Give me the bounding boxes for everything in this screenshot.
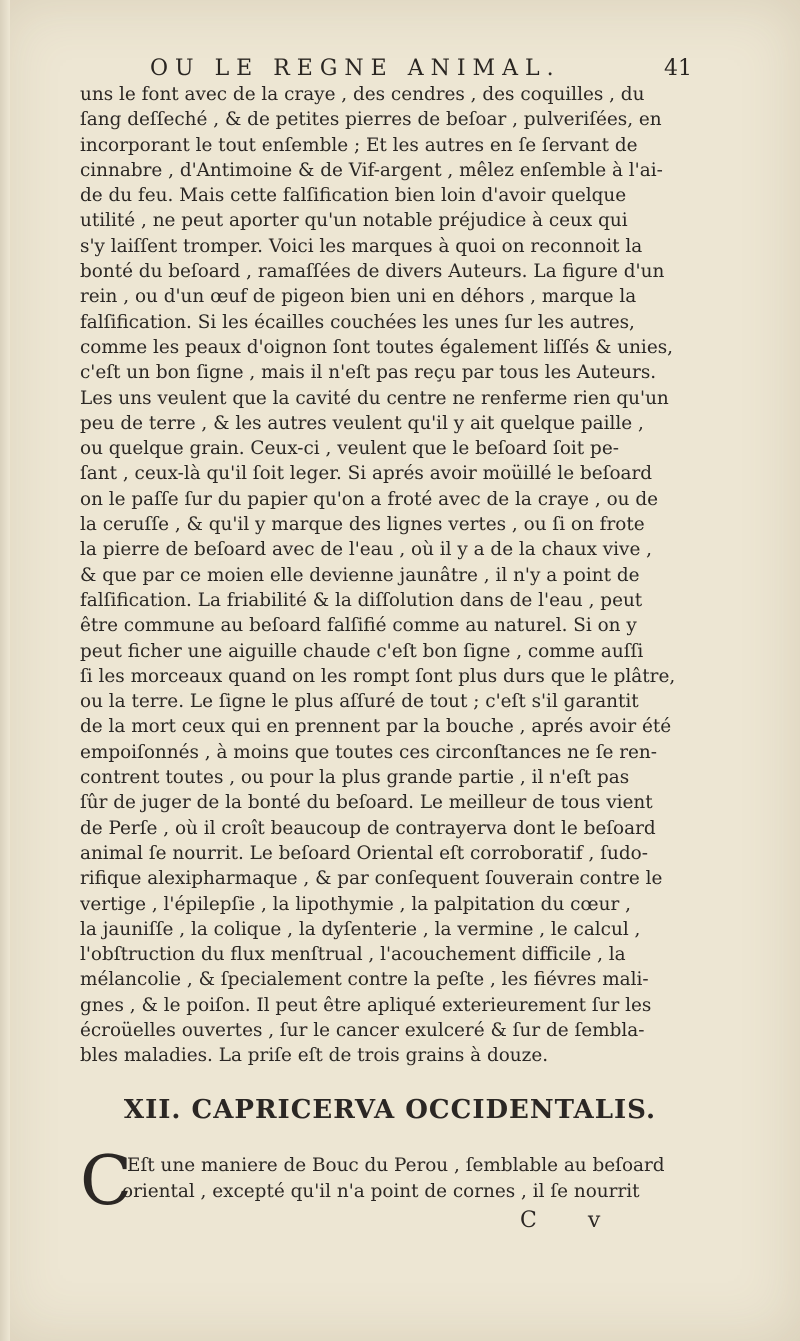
text-line: on le paſſe ſur du papier qu'on a froté avec de la craye , ou de [80, 488, 659, 510]
text-line: ou la terre. Le ſigne le plus aſſuré de tout ; c'eſt s'il garantit [80, 691, 639, 713]
text-line: ſi les morceaux quand on les rompt ſont plus durs que le plâtre, [80, 665, 676, 687]
text-line: utilité , ne peut aporter qu'un notable préjudice à ceux qui [80, 210, 628, 232]
section-paragraph [122, 1153, 702, 1205]
text-line: oriental , excepté qu'il n'a point de cornes , il ſe nourrit [122, 1181, 640, 1202]
text-line: ſûr de juger de la bonté du beſoard. Le meilleur de tous vient [80, 792, 653, 814]
text-line: de du feu. Mais cette falſification bien loin d'avoir quelque [80, 185, 627, 207]
text-line: & que par ce moien elle devienne jaunâtre , il n'y a point de [80, 564, 640, 586]
text-line: être commune au beſoard falſifié comme au naturel. Si on y [80, 615, 637, 637]
text-line: bonté du beſoard , ramaſſées de divers Auteurs. La figure d'un [80, 261, 665, 283]
text-line: ſant , ceux-là qu'il ſoit leger. Si aprés avoir moüillé le beſoard [80, 463, 653, 485]
running-head: OU LE REGNE ANIMAL. [150, 56, 561, 81]
drop-cap: C [80, 1142, 133, 1221]
section-title: XII. CAPRICERVA OCCIDENTALIS. [123, 1095, 657, 1125]
text-line: rein , ou d'un œuf de pigeon bien uni en déhors , marque la [80, 286, 637, 308]
text-line: bles maladies. La priſe eſt de trois grains à douze. [80, 1045, 549, 1067]
text-line: la pierre de beſoard avec de l'eau , où il y a de la chaux vive , [80, 539, 653, 561]
text-line: écroüelles ouvertes , ſur le cancer exulceré & ſur de ſembla- [80, 1019, 645, 1041]
text-line: cinnabre , d'Antimoine & de Vif-argent , mêlez enſemble à l'ai- [80, 159, 663, 181]
text-line: la jauniſſe , la colique , la dyſenterie , la vermine , le calcul , [80, 918, 641, 940]
text-line: incorporant le tout enſemble ; Et les autres en ſe ſervant de [80, 134, 638, 156]
text-line: animal ſe nourrit. Le beſoard Oriental eſt corroboratif , ſudo- [80, 842, 648, 864]
text-line: Les uns veulent que la cavité du centre ne renferme rien qu'un [80, 387, 669, 409]
text-line: comme les peaux d'oignon ſont toutes également liſſés & unies, [80, 336, 673, 358]
text-line: ou quelque grain. Ceux-ci , veulent que le beſoard ſoit pe- [80, 438, 619, 460]
text-line: contrent toutes , ou pour la plus grande partie , il n'eſt pas [80, 767, 630, 789]
text-line: la ceruſſe , & qu'il y marque des lignes vertes , ou ſi on frote [80, 514, 645, 536]
text-line: s'y laiſſent tromper. Voici les marques à quoi on reconnoit la [80, 235, 643, 257]
text-line: rifique alexipharmaque , & par conſequent ſouverain contre le [80, 868, 663, 890]
body-paragraph [80, 82, 700, 1069]
text-line: peut ficher une aiguille chaude c'eſt bon ſigne , comme auſſi [80, 640, 644, 662]
text-line: peu de terre , & les autres veulent qu'il y ait quelque paille , [80, 412, 644, 434]
text-line: 'Eſt une maniere de Bouc du Perou , ſemblable au beſoard [122, 1155, 665, 1176]
text-line: ſang deſſeché , & de petites pierres de beſoar , pulveriſées, en [80, 109, 662, 131]
catchword: C v [520, 1208, 623, 1233]
text-line: falſification. La friabilité & la diſſolution dans de l'eau , peut [80, 589, 643, 611]
text-line: l'obſtruction du flux menſtrual , l'acouchement difficile , la [80, 944, 626, 966]
text-line: empoiſonnés , à moins que toutes ces circonſtances ne ſe ren- [80, 741, 657, 763]
page-number: 41 [664, 56, 692, 81]
text-line: falſification. Si les écailles couchées les unes ſur les autres, [80, 311, 635, 333]
text-line: de la mort ceux qui en prennent par la bouche , aprés avoir été [80, 716, 672, 738]
text-line: gnes , & le poiſon. Il peut être apliqué exterieurement ſur les [80, 994, 652, 1016]
text-line: c'eſt un bon ſigne , mais il n'eſt pas reçu par tous les Auteurs. [80, 362, 657, 384]
text-line: mélancolie , & ſpecialement contre la peſte , les fiévres mali- [80, 969, 649, 991]
text-line: de Perſe , où il croît beaucoup de contrayerva dont le beſoard [80, 817, 656, 839]
text-line: uns le font avec de la craye , des cendres , des coquilles , du [80, 84, 645, 105]
text-line: vertige , l'épilepſie , la lipothymie , la palpitation du cœur , [80, 893, 631, 915]
page-edge-shadow [0, 0, 10, 1341]
